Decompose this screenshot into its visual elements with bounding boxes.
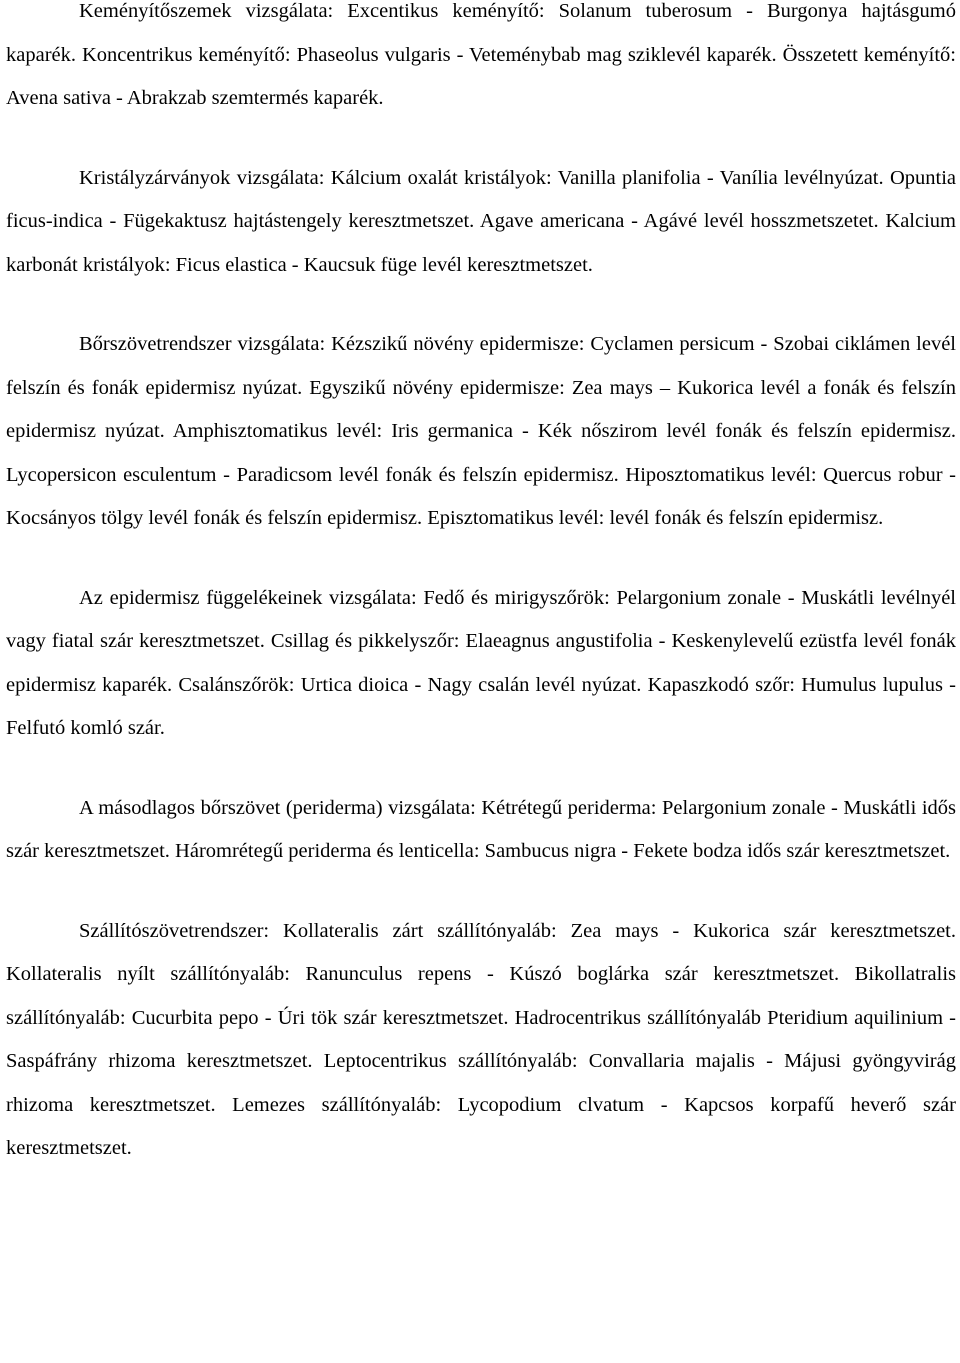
paragraph-epidermal-tissue: Bőrszövetrendszer vizsgálata: Kézszikű növény epidermisze: Cyclamen persicum - Szobai ciklámen levél felszín és fonák epidermisz nyúzat. Egyszikű növény epidermisze: Zea mays – Kukorica levél a fonák és felszín epidermisz nyúzat. Amphisztomatikus levél: Iris germanica - Kék nőszirom levél fonák és felszín epidermisz. Lycopersicon esculentum - Paradicsom levél fonák és felszín epidermisz. Hiposztomatikus levél: Quercus robur - Kocsányos tölgy levél fonák és felszín epidermisz. Episztomatikus levél: levél fonák és felszín epidermisz. [6, 333, 956, 529]
paragraph-crystal-inclusions: Kristályzárványok vizsgálata: Kálcium oxalát kristályok: Vanilla planifolia - Vanília levélnyúzat. Opuntia ficus-indica - Fügekaktusz hajtástengely keresztmetszet. Agave americana - Agávé levél hosszmetszetet. Kalcium karbonát kristályok: Ficus elastica - Kaucsuk füge levél keresztmetszet. [6, 166, 956, 276]
paragraph-periderm: A másodlagos bőrszövet (periderma) vizsgálata: Kétrétegű periderma: Pelargonium zonale - Muskátli idős szár keresztmetszet. Háromrétegű periderma és lenticella: Sambucus nigra - Fekete bodza idős szár keresztmetszet. [6, 796, 956, 862]
document-page [6, 0, 956, 1171]
paragraph-starch-grains: Keményítőszemek vizsgálata: Excentikus keményítő: Solanum tuberosum - Burgonya hajtásgumó kaparék. Koncentrikus keményítő: Phaseolus vulgaris - Veteménybab mag sziklevél kaparék. Összetett keményítő: Avena sativa - Abrakzab szemtermés kaparék. [6, 0, 956, 109]
paragraph-epidermal-appendages: Az epidermisz függelékeinek vizsgálata: Fedő és mirigyszőrök: Pelargonium zonale - Muskátli levélnyél vagy fiatal szár keresztmetszet. Csillag és pikkelyszőr: Elaeagnus angustifolia - Keskenylevelű ezüstfa levél fonák epidermisz kaparék. Csalánszőrök: Urtica dioica - Nagy csalán levél nyúzat. Kapaszkodó szőr: Humulus lupulus - Felfutó komló szár. [6, 586, 956, 739]
paragraph-vascular-tissue: Szállítószövetrendszer: Kollateralis zárt szállítónyaláb: Zea mays - Kukorica szár keresztmetszet. Kollateralis nyílt szállítónyaláb: Ranunculus repens - Kúszó boglárka szár keresztmetszet. Bikollatralis szállítónyaláb: Cucurbita pepo - Úri tök szár keresztmetszet. Hadrocentrikus szállítónyaláb Pteridium aquilinium - Saspáfrány rhizoma keresztmetszet. Leptocentrikus szállítónyaláb: Convallaria majalis - Májusi gyöngyvirág rhizoma keresztmetszet. Lemezes szállítónyaláb: Lycopodium clvatum - Kapcsos korpafű heverő szár keresztmetszet. [6, 919, 956, 1159]
